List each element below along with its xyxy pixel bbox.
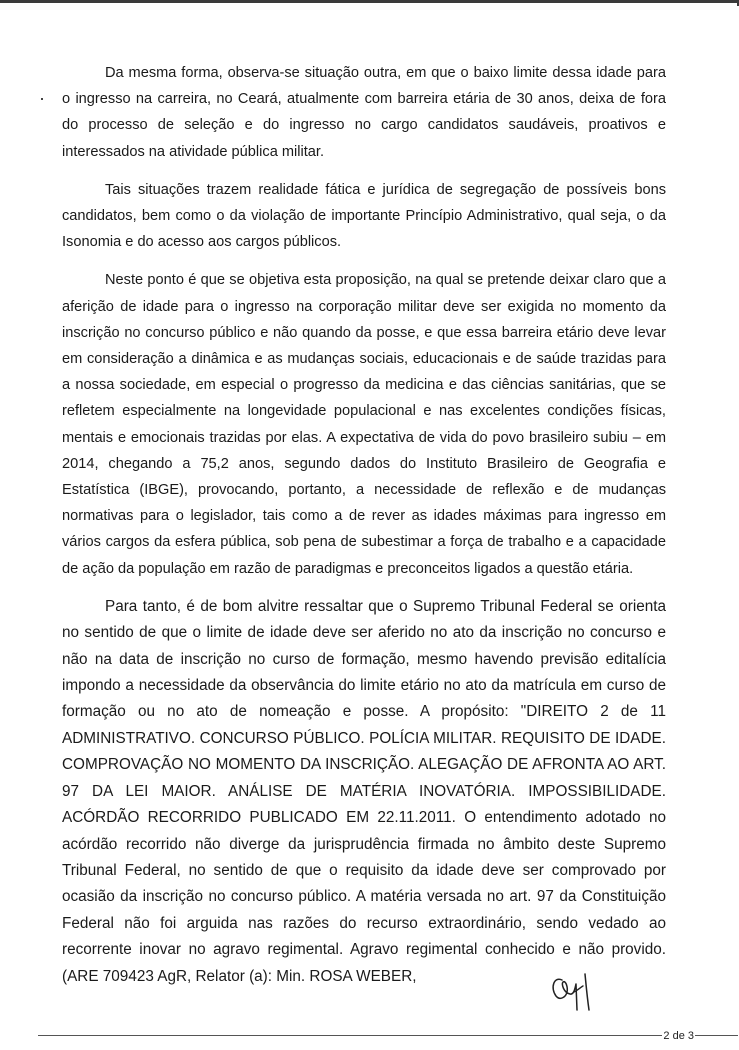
document-body [62,60,666,1002]
signature-initials [548,966,608,1016]
paragraph-stf-jurisprudence: Para tanto, é de bom alvitre ressaltar que o Supremo Tribunal Federal se orienta no sentido de que o limite de idade deve ser aferido no ato da inscrição no concurso e não na data de inscrição no curso de formação, mesmo havendo previsão editalícia impondo a necessidade da observância do limite etário no ato da matrícula em curso de formação ou no ato de nomeação e posse. A propósito: "DIREITO 2 de 11 ADMINISTRATIVO. CONCURSO PÚBLICO. POLÍCIA MILITAR. REQUISITO DE IDADE. COMPROVAÇÃO NO MOMENTO DA INSCRIÇÃO. ALEGAÇÃO DE AFRONTA AO ART. 97 DA LEI MAIOR. ANÁLISE DE MATÉRIA INOVATÓRIA. IMPOSSIBILIDADE. ACÓRDÃO RECORRIDO PUBLICADO EM 22.11.2011. O entendimento adotado no acórdão recorrido não diverge da jurisprudência firmada no âmbito deste Supremo Tribunal Federal, no sentido de que o requisito da idade deve ser comprovado por ocasião da inscrição no concurso público. A matéria versada no art. 97 da Constituição Federal não foi arguida nas razões do recurso extraordinário, sendo vedado ao recorrente inovar no agravo regimental. Agravo regimental conhecido e não provido. (ARE 709423 AgR, Relator (a): Min. ROSA WEBER, [62,597,666,985]
footer-rule [38,1035,738,1036]
paragraph-age-limit-ceara: Da mesma forma, observa-se situação outra, em que o baixo limite dessa idade para o ingresso na carreira, no Ceará, atualmente com barreira etária de 30 anos, deixa de fora do processo de seleção e do ingresso no cargo candidatos saudáveis, proativos e interessados na atividade pública militar. [62,65,666,160]
paragraph-proposal: Neste ponto é que se objetiva esta proposição, na qual se pretende deixar claro que a aferição de idade para o ingresso na corporação militar deve ser exigida no momento da inscrição no concurso público e não quando da posse, e que essa barreira etário deve levar em consideração a dinâmica e as mudanças sociais, educacionais e de saúde trazidas para a nossa sociedade, em especial o progresso da medicina e das ciências sanitárias, que se refletem especialmente na longevidade populacional e nas excelentes condições físicas, mentais e emocionais trazidas por elas. A expectativa de vida do povo brasileiro subiu – em 2014, chegando a 75,2 anos, segundo dados do Instituto Brasileiro de Geografia e Estatística (IBGE), provocando, portanto, a necessidade de reflexão e de mudanças normativas para o legislador, tais como a de rever as idades máximas para ingresso em vários cargos da esfera pública, sob pena de subestimar a força de trabalho e a capacidade de ação da população em razão de paradigmas e preconceitos ligados a questão etária. [62,272,666,577]
page-number: 2 de 3 [663,1030,694,1042]
scan-speck [41,98,43,100]
scan-top-edge [0,0,739,3]
paragraph-segregation: Tais situações trazem realidade fática e jurídica de segregação de possíveis bons candidatos, bem como o da violação de importante Princípio Administrativo, qual seja, o da Isonomia e do acesso aos cargos públicos. [62,181,666,251]
